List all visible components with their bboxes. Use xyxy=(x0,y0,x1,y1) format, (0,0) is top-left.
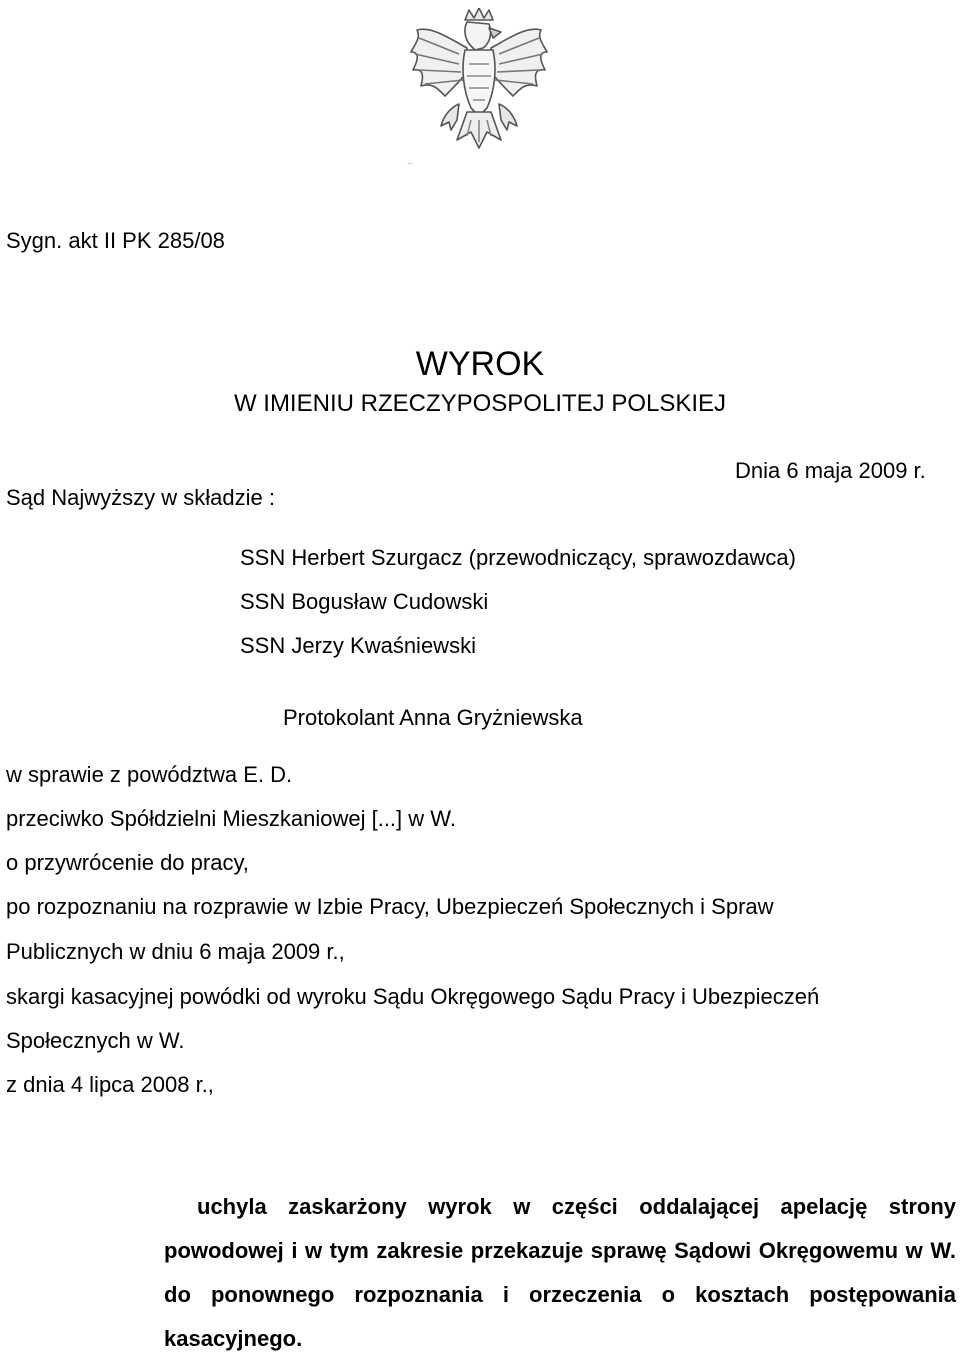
judge-member: SSN Bogusław Cudowski xyxy=(240,589,489,614)
verdict-text: uchyla zaskarżony wyrok w części oddalającej apelację strony powodowej i w tym zakresie przekazuje sprawę Sądowi Okręgowemu w W. do ponownego rozpoznania i orzeczenia o kosztach postępowania kasacyjnego. xyxy=(164,1194,956,1351)
judge-member: SSN Jerzy Kwaśniewski xyxy=(240,633,476,658)
case-hearing-date: Publicznych w dniu 6 maja 2009 r., xyxy=(6,939,345,964)
court-composition-label: Sąd Najwyższy w składzie : xyxy=(6,485,275,510)
document-title: WYROK xyxy=(415,345,545,383)
case-hearing-line: po rozpoznaniu na rozprawie w Izbie Pracy, Ubezpieczeń Społecznych i Spraw xyxy=(6,894,774,919)
case-appealed-judgment-date: z dnia 4 lipca 2008 r., xyxy=(6,1072,214,1097)
case-subject: o przywrócenie do pracy, xyxy=(6,850,249,875)
case-appeal-court: Społecznych w W. xyxy=(6,1028,185,1053)
case-signature: Sygn. akt II PK 285/08 xyxy=(6,228,225,253)
judge-presiding: SSN Herbert Szurgacz (przewodniczący, sprawozdawca) xyxy=(240,545,796,570)
polish-eagle-emblem-icon xyxy=(405,8,553,168)
case-appeal-line: skargi kasacyjnej powódki od wyroku Sądu Okręgowego Sądu Pracy i Ubezpieczeń xyxy=(6,984,820,1009)
court-recorder: Protokolant Anna Gryżniewska xyxy=(283,705,583,730)
svg-text:~: ~ xyxy=(407,159,414,168)
case-defendant: przeciwko Spółdzielni Mieszkaniowej [...] w W. xyxy=(6,806,456,831)
judgment-date: Dnia 6 maja 2009 r. xyxy=(735,458,926,483)
document-subtitle: W IMIENIU RZECZYPOSPOLITEJ POLSKIEJ xyxy=(233,390,727,417)
case-plaintiff: w sprawie z powództwa E. D. xyxy=(6,762,293,787)
